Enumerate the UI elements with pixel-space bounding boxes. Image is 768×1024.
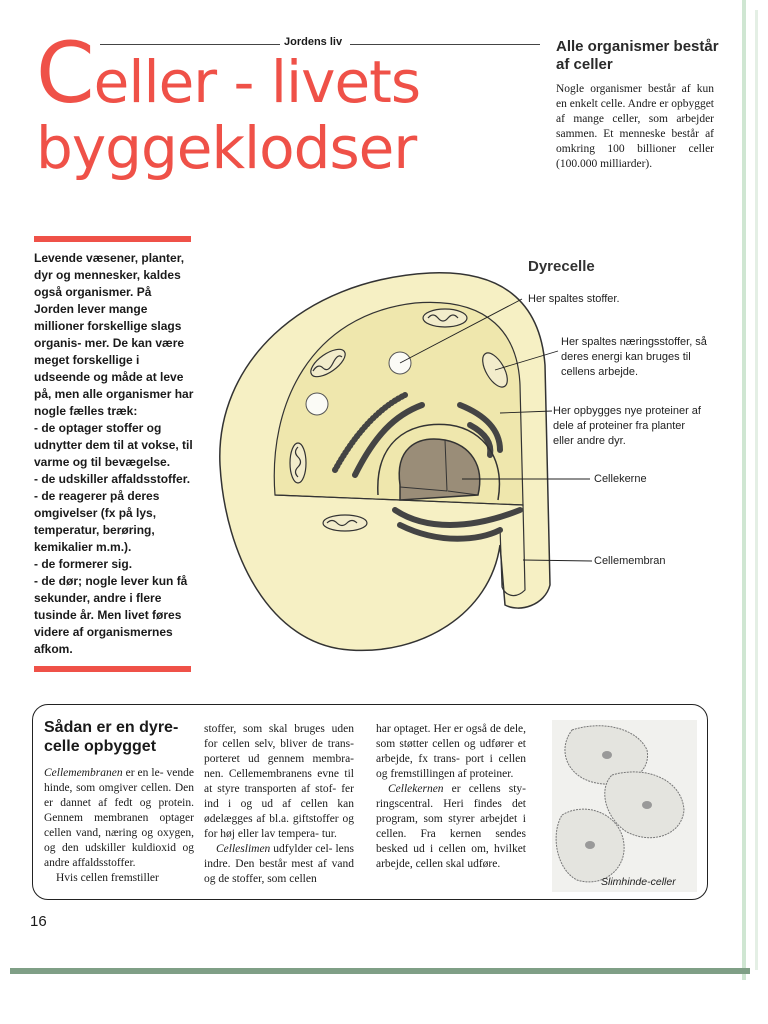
callout-naering: Her spaltes næringsstoffer, så deres energi kan bruges til cellens arbejde. <box>561 336 707 378</box>
callout-cellekerne: Cellekerne <box>594 473 647 485</box>
section-label: Jordens liv <box>284 36 343 48</box>
sidebar-heading: Alle organismer består af celler <box>556 38 719 73</box>
col2-text-end: udfylder cel- lens indre. Den består mest af vand og de stoffer, som cellen <box>204 843 354 885</box>
callout-proteiner: Her opbygges nye proteiner af dele af proteiner fra planter eller andre dyr. <box>553 405 701 447</box>
micrograph-image <box>552 720 697 892</box>
info-box-heading: Sådan er en dyre- celle opbygget <box>44 719 179 755</box>
col1-text: er en le- vende hinde, som omgiver cellen. Den er dannet af fedt og protein. Gennem membranen optager cellen vand, næring og oxygen, og den udskiller kuldioxid og andre affaldsstoffer. <box>44 767 194 869</box>
term-celleslimen: Celleslimen <box>216 843 271 855</box>
info-column-1 <box>44 766 194 886</box>
callout-stoffer: Her spaltes stoffer. <box>528 293 620 305</box>
mucosa-cells-illustration <box>552 720 697 892</box>
intro-text: Levende væsener, planter, dyr og mennesker, kaldes også organismer. På Jorden lever mange millioner forskellige slags organis- mer. De kan være meget forskellige i udseende og måde at leve på, men alle organismer har nogle fælles træk: - de optager stoffer og udnytter dem til at vokse, til varme og til bevægelse. - de udskiller affaldsstoffer. - de reagerer på deres omgivelser (fx på lys, temperatur, berøring, kemikalier m.m.). - de formerer sig. - de dør; nogle lever kun få sekunder, andre i flere tusinde år. Men livet føres videre af organismernes afkom. <box>34 251 194 656</box>
intro-top-rule <box>34 236 191 242</box>
col2-text: stoffer, som skal bruges uden for cellen selv, bliver de trans- porteret ud gennem membra- nen. Cellemembranens evne til at styre transporten af stof- fer ind i og ud af cellen kan ødelægges af bl.a. giftstoffer og for høj eller lav tempera- tur. <box>204 723 354 840</box>
title-line2: byggeklodser <box>36 114 417 182</box>
intro-bottom-rule <box>34 666 191 672</box>
animal-cell-diagram <box>200 255 620 665</box>
sidebar-text: Nogle organismer består af kun en enkelt celle. Andre er opbygget af mange celler, som arbejder sammen. Et menneske består af omkring 100 billioner celler (100.000 milliarder). <box>556 83 714 170</box>
page-title <box>36 24 506 182</box>
callout-cellemembran: Cellemembran <box>594 555 666 567</box>
col3-text: har optaget. Her er også de dele, som støtter cellen og udfører et arbejde, fx trans- port i cellen og fremstillingen af proteiner. <box>376 723 526 780</box>
diagram-title: Dyrecelle <box>528 258 595 275</box>
title-initial: C <box>36 24 94 122</box>
col1-text-end: Hvis cellen fremstiller <box>56 872 159 884</box>
bottom-edge-bar <box>10 968 750 974</box>
col3-text-end: er cellens sty- ringscentral. Heri findes det program, som styrer arbejdet i cellen. Fra kernen sendes besked ud i cellen om, hvilket arbejde, cellen skal udføre. <box>376 783 526 870</box>
term-cellekernen: Cellekernen <box>388 783 444 795</box>
info-column-2 <box>204 722 354 887</box>
micrograph-caption: Slimhinde-celler <box>601 876 676 888</box>
term-cellemembranen: Cellemembranen <box>44 767 123 779</box>
title-line1: eller - livets <box>93 48 421 116</box>
page-edge <box>742 0 746 980</box>
page-edge-shadow <box>755 10 758 970</box>
page-number: 16 <box>30 913 47 930</box>
info-column-3 <box>376 722 526 872</box>
